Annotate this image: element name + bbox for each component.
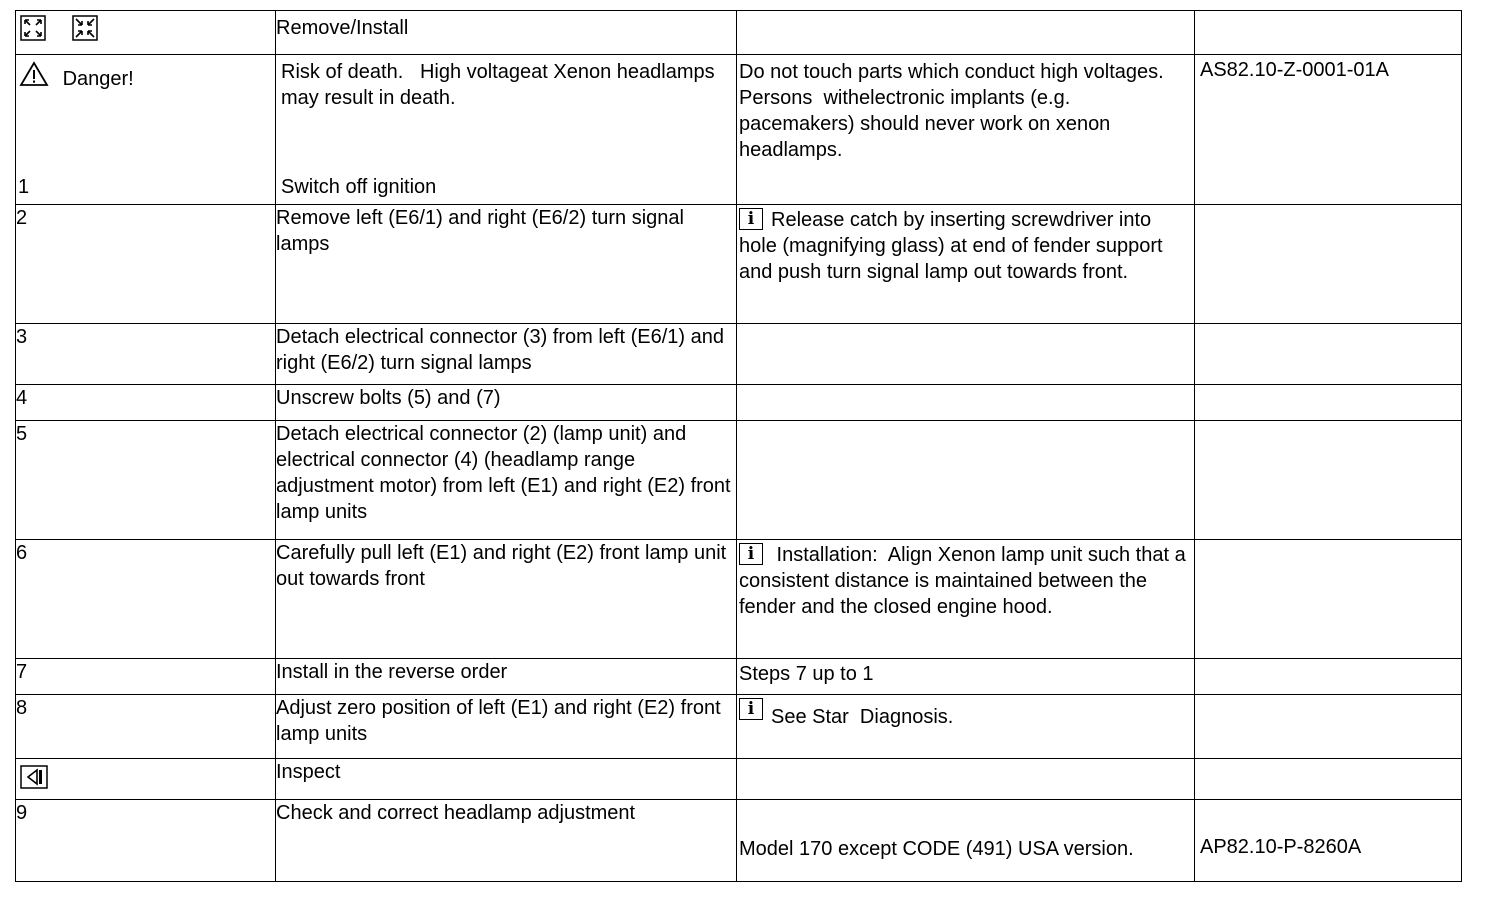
notes-cell [737, 759, 1195, 800]
ref-cell [1195, 324, 1462, 385]
notes-cell: Do not touch parts which conduct high voltages. Persons withelectronic implants (e.g. pacemakers) should never work on xenon headlamps. [737, 55, 1195, 205]
step-cell: 3 [16, 324, 276, 385]
ref-cell: AS82.10-Z-0001-01A [1195, 55, 1462, 205]
table-row [16, 55, 1462, 205]
action-cell: Install in the reverse order [276, 659, 737, 695]
ref-cell [1195, 659, 1462, 695]
note-text: Model 170 except CODE (491) USA version. [739, 838, 1134, 860]
danger-label: Danger! [62, 68, 134, 90]
info-icon: i [739, 543, 763, 565]
action-cell: Carefully pull left (E1) and right (E2) front lamp unit out towards front [276, 540, 737, 659]
table-row [16, 540, 1462, 659]
notes-cell [737, 385, 1195, 421]
ref-cell [1195, 205, 1462, 324]
step-cell [16, 11, 276, 55]
table-row [16, 759, 1462, 800]
note-text: Installation: Align Xenon lamp unit such that a consistent distance is maintained between the fender and the closed engine hood. [739, 544, 1192, 618]
action-cell: Unscrew bolts (5) and (7) [276, 385, 737, 421]
collapse-icon [72, 15, 98, 41]
step-cell [16, 55, 276, 205]
action-cell: Remove left (E6/1) and right (E6/2) turn signal lamps [276, 205, 737, 324]
warning-triangle-icon [19, 61, 49, 87]
ref-cell [1195, 385, 1462, 421]
step-cell [16, 759, 276, 800]
table-row [16, 421, 1462, 540]
table-row [16, 695, 1462, 759]
table-row [16, 11, 1462, 55]
notes-cell [737, 11, 1195, 55]
step-cell: 4 [16, 385, 276, 421]
step-action: Switch off ignition [281, 176, 437, 198]
step-cell: 5 [16, 421, 276, 540]
action-cell [276, 55, 737, 205]
step-cell: 8 [16, 695, 276, 759]
expand-icon [20, 15, 46, 41]
ref-cell [1195, 759, 1462, 800]
action-cell: Check and correct headlamp adjustment [276, 800, 737, 882]
ref-cell [1195, 695, 1462, 759]
notes-cell [737, 421, 1195, 540]
ref-cell [1195, 540, 1462, 659]
action-cell: Inspect [276, 759, 737, 800]
ref-cell [1195, 11, 1462, 55]
table-row [16, 800, 1462, 882]
info-icon: i [739, 208, 763, 230]
table-row [16, 385, 1462, 421]
step-number: 1 [18, 176, 30, 198]
note-text: Release catch by inserting screwdriver into hole (magnifying glass) at end of fender support and push turn signal lamp out towards front. [739, 209, 1163, 283]
notes-cell [737, 695, 1195, 759]
table-row [16, 205, 1462, 324]
danger-text: Risk of death. High voltageat Xenon headlamps may result in death. [281, 61, 721, 109]
notes-cell [737, 324, 1195, 385]
ref-cell [1195, 800, 1462, 882]
step-cell: 7 [16, 659, 276, 695]
action-cell: Detach electrical connector (3) from left (E6/1) and right (E6/2) turn signal lamps [276, 324, 737, 385]
step-cell: 9 [16, 800, 276, 882]
ref-cell [1195, 421, 1462, 540]
notes-cell: Steps 7 up to 1 [737, 659, 1195, 695]
action-cell: Remove/Install [276, 11, 737, 55]
table-row [16, 324, 1462, 385]
notes-cell [737, 205, 1195, 324]
action-cell: Adjust zero position of left (E1) and right (E2) front lamp units [276, 695, 737, 759]
ref-text: AP82.10-P-8260A [1200, 836, 1362, 858]
info-icon: i [739, 698, 763, 720]
action-cell: Detach electrical connector (2) (lamp unit) and electrical connector (4) (headlamp range adjustment motor) from left (E1) and right (E2) front lamp units [276, 421, 737, 540]
note-text: See Star Diagnosis. [771, 706, 954, 728]
step-cell: 6 [16, 540, 276, 659]
notes-cell [737, 540, 1195, 659]
step-cell: 2 [16, 205, 276, 324]
procedure-table [15, 10, 1462, 882]
notes-cell [737, 800, 1195, 882]
inspect-icon [20, 765, 48, 789]
table-row [16, 659, 1462, 695]
